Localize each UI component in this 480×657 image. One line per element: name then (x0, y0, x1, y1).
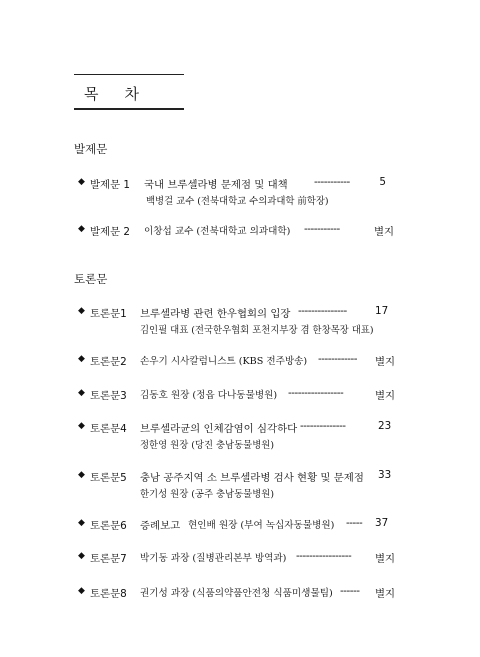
entry-title: 권기성 과장 (식품의약품안전청 식품미생물팀) (140, 588, 333, 599)
entry-page-number: 별지 (375, 553, 396, 565)
entry-label: 토론문1 (90, 308, 127, 320)
entry-page-number: 별지 (375, 356, 396, 368)
entry-title: 브루셀라병 관련 한우협회의 입장 (140, 308, 291, 320)
entry-label: 토론문4 (90, 423, 127, 435)
entry-title: 김동호 원장 (정읍 다나동물병원) (140, 390, 278, 401)
leader-dots: ----------------- (296, 550, 352, 562)
entry-page-number: 37 (375, 517, 389, 529)
entry-title-secondary: 현인배 원장 (부여 녹십자동물병원) (188, 520, 335, 531)
leader-dots: ----- (346, 517, 363, 529)
diamond-bullet-icon: ◆ (78, 388, 85, 398)
toc-entry-discussion-7[interactable] (78, 550, 398, 565)
leader-dots: --------------- (298, 305, 347, 317)
entry-label: 토론문6 (90, 520, 127, 532)
leader-dots: ----------- (314, 176, 350, 188)
leader-dots: ------ (340, 585, 360, 597)
toc-entry-discussion-8[interactable] (78, 585, 398, 600)
leader-dots: ------------ (318, 353, 357, 365)
diamond-bullet-icon: ◆ (78, 551, 85, 561)
toc-entry-discussion-5[interactable] (78, 469, 398, 484)
diamond-bullet-icon: ◆ (78, 586, 85, 596)
leader-dots: -------------- (300, 420, 346, 432)
leader-dots: ----------------- (288, 387, 344, 399)
section-heading-presentation: 발제문 (74, 142, 108, 156)
entry-page-number: 23 (378, 420, 392, 432)
toc-entry-discussion-4[interactable] (78, 420, 398, 435)
entry-page-number: 5 (379, 176, 386, 188)
section-heading-discussion: 토론문 (74, 272, 108, 286)
toc-entry-discussion-1[interactable] (78, 305, 398, 320)
diamond-bullet-icon: ◆ (78, 306, 85, 316)
entry-author: 정한영 원장 (당진 충남동물병원) (140, 440, 274, 451)
diamond-bullet-icon: ◆ (78, 177, 85, 187)
entry-page-number: 별지 (375, 588, 396, 600)
entry-label: 토론문2 (90, 356, 127, 368)
entry-page-number: 33 (378, 469, 392, 481)
toc-title-block (74, 74, 184, 110)
entry-label: 발제문 2 (90, 226, 131, 238)
toc-entry-presentation-2[interactable] (78, 223, 398, 238)
entry-label: 토론문7 (90, 553, 127, 565)
toc-entry-discussion-3[interactable] (78, 387, 398, 402)
entry-title: 박기동 과장 (질병관리본부 방역과) (140, 553, 287, 564)
entry-author: 김인필 대표 (전국한우협회 포천지부장 겸 한창목장 대표) (140, 325, 374, 336)
toc-title-char-1: 목 (84, 85, 101, 103)
diamond-bullet-icon: ◆ (78, 421, 85, 431)
toc-title-char-2: 차 (124, 85, 141, 103)
toc-title (84, 83, 141, 104)
diamond-bullet-icon: ◆ (78, 224, 85, 234)
entry-page-number: 별지 (375, 390, 396, 402)
diamond-bullet-icon: ◆ (78, 470, 85, 480)
entry-title: 충남 공주지역 소 브루셀라병 검사 현황 및 문제점 (140, 472, 364, 484)
entry-author: 한기성 원장 (공주 충남동물병원) (140, 489, 274, 500)
diamond-bullet-icon: ◆ (78, 518, 85, 528)
toc-entry-discussion-2[interactable] (78, 353, 398, 368)
leader-dots: ----------- (304, 223, 340, 235)
entry-title: 손우기 시사칼럼니스트 (KBS 전주방송) (140, 356, 308, 367)
entry-label: 토론문5 (90, 472, 127, 484)
entry-author: 백병걸 교수 (전북대학교 수의과대학 前학장) (146, 196, 329, 207)
entry-label: 발제문 1 (90, 179, 131, 191)
entry-page-number: 17 (375, 305, 389, 317)
entry-page-number: 별지 (374, 226, 395, 238)
entry-title: 국내 브루셀라병 문제점 및 대책 (144, 179, 288, 191)
entry-label: 토론문8 (90, 588, 127, 600)
title-top-rule (74, 74, 184, 75)
toc-entry-presentation-1[interactable] (78, 176, 398, 191)
entry-label: 토론문3 (90, 390, 127, 402)
title-bottom-rule (74, 108, 184, 110)
entry-title: 증례보고 (140, 520, 181, 532)
diamond-bullet-icon: ◆ (78, 354, 85, 364)
toc-entry-discussion-6[interactable] (78, 517, 398, 532)
entry-title: 브루셀라균의 인체감염이 심각하다 (140, 423, 298, 435)
entry-title: 이창섭 교수 (전북대학교 의과대학) (144, 226, 291, 237)
